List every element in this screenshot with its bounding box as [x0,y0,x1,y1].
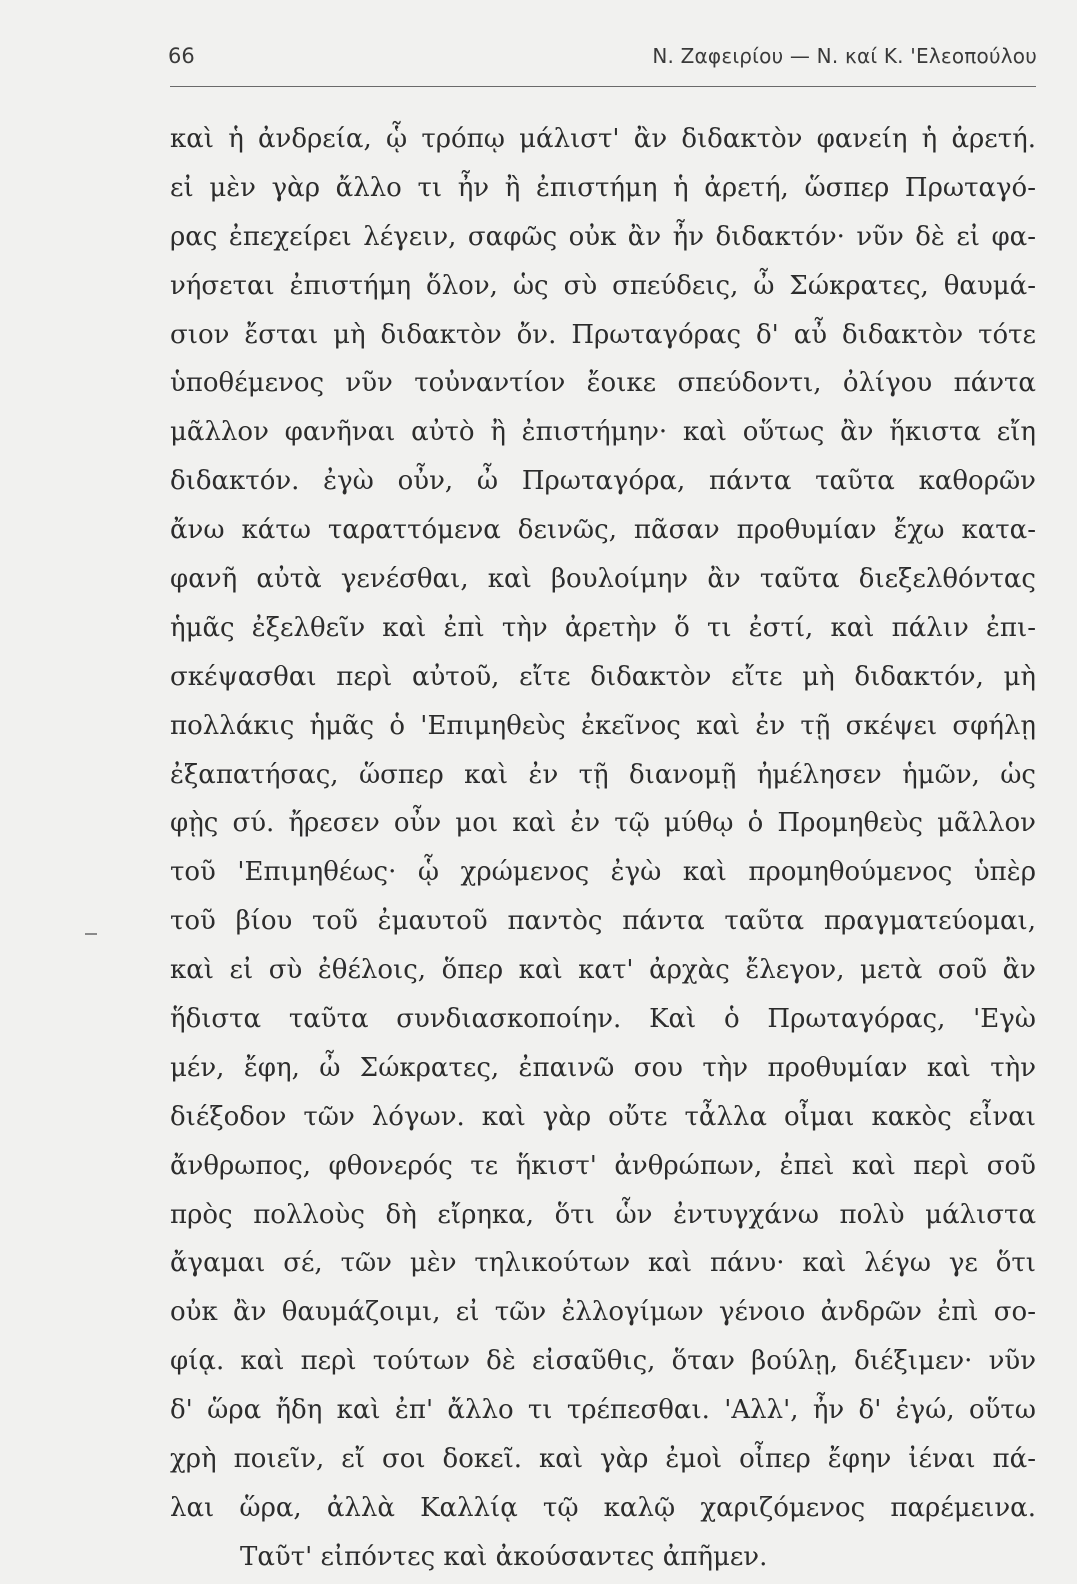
text-line: οὐκ ἂν θαυμάζοιμι, εἰ τῶν ἐλλογίμων γένοιο ἀνδρῶν ἐπὶ σο- [170,1297,1036,1328]
text-line: φῂς σύ. ἤρεσεν οὖν μοι καὶ ἐν τῷ μύθῳ ὁ Προμηθεὺς μᾶλλον [170,808,1036,839]
text-line: μᾶλλον φανῆναι αὐτὸ ἢ ἐπιστήμην· καὶ οὕτως ἂν ἥκιστα εἴη [170,417,1036,448]
text-line: εἰ μὲν γὰρ ἄλλο τι ἦν ἢ ἐπιστήμη ἡ ἀρετή, ὥσπερ Πρωταγό- [170,172,1036,203]
closing-line: Ταῦτ' εἰπόντες καὶ ἀκούσαντες ἀπῆμεν. [240,1541,768,1572]
text-line: καὶ ἡ ἀνδρεία, ᾧ τρόπῳ μάλιστ' ἂν διδακτὸν φανείη ἡ ἀρετή. [170,124,1036,154]
text-line: φανῆ αὐτὰ γενέσθαι, καὶ βουλοίμην ἂν ταῦτα διεξελθόντας [170,564,1036,595]
text-line: τοῦ βίου τοῦ ἐμαυτοῦ παντὸς πάντα ταῦτα πραγματεύομαι, [170,906,1036,937]
text-line: χρὴ ποιεῖν, εἴ σοι δοκεῖ. καὶ γὰρ ἐμοὶ οἶπερ ἔφην ἰέναι πά- [170,1444,1036,1475]
text-line: διέξοδον τῶν λόγων. καὶ γὰρ οὔτε τἆλλα οἶμαι κακὸς εἶναι [170,1101,1036,1132]
text-line: σιον ἔσται μὴ διδακτὸν ὄν. Πρωταγόρας δ' αὖ διδακτὸν τότε [170,319,1036,350]
text-line: πρὸς πολλοὺς δὴ εἴρηκα, ὅτι ὧν ἐντυγχάνω πολὺ μάλιστα [170,1199,1036,1230]
text-line: ἡμᾶς ἐξελθεῖν καὶ ἐπὶ τὴν ἀρετὴν ὅ τι ἐστί, καὶ πάλιν ἐπι- [170,612,1036,643]
margin-mark [85,933,97,935]
text-line: μέν, ἔφη, ὦ Σώκρατες, ἐπαινῶ σου τὴν προθυμίαν καὶ τὴν [170,1052,1036,1083]
text-line: ἥδιστα ταῦτα συνδιασκοποίην. Καὶ ὁ Πρωταγόρας, 'Εγὼ [170,1004,1036,1035]
text-line: λαι ὥρα, ἀλλὰ Καλλίᾳ τῷ καλῷ χαριζόμενος παρέμεινα. [170,1492,1036,1523]
text-line: πολλάκις ἡμᾶς ὁ 'Επιμηθεὺς ἐκεῖνος καὶ ἐν τῇ σκέψει σφήλῃ [170,710,1036,741]
text-line: διδακτόν. ἐγὼ οὖν, ὦ Πρωταγόρα, πάντα ταῦτα καθορῶν [170,466,1036,497]
text-line: δ' ὥρα ἤδη καὶ ἐπ' ἄλλο τι τρέπεσθαι. 'Αλλ', ἦν δ' ἐγώ, οὕτω [170,1395,1036,1426]
text-line: νήσεται ἐπιστήμη ὅλον, ὡς σὺ σπεύδεις, ὦ Σώκρατες, θαυμά- [170,270,1036,301]
text-line: ἄνθρωπος, φθονερός τε ἥκιστ' ἀνθρώπων, ἐπεὶ καὶ περὶ σοῦ [170,1150,1036,1181]
text-line: ἄνω κάτω ταραττόμενα δεινῶς, πᾶσαν προθυμίαν ἔχω κατα- [170,515,1036,546]
text-line: φίᾳ. καὶ περὶ τούτων δὲ εἰσαῦθις, ὅταν βούλῃ, διέξιμεν· νῦν [170,1346,1036,1377]
header-rule [170,86,1036,87]
text-line: ἐξαπατήσας, ὥσπερ καὶ ἐν τῇ διανομῇ ἠμέλησεν ἡμῶν, ὡς [170,759,1036,790]
body-text [170,117,1036,1584]
text-line: ρας ἐπεχείρει λέγειν, σαφῶς οὐκ ἂν ἦν διδακτόν· νῦν δὲ εἰ φα- [170,221,1036,252]
text-line: τοῦ 'Επιμηθέως· ᾧ χρώμενος ἐγὼ καὶ προμηθούμενος ὑπὲρ [170,857,1036,888]
text-line: ἄγαμαι σέ, τῶν μὲν τηλικούτων καὶ πάνυ· καὶ λέγω γε ὅτι [170,1248,1036,1279]
text-line: ὑποθέμενος νῦν τοὐναντίον ἔοικε σπεύδοντι, ὀλίγου πάντα [170,368,1036,399]
running-head: Ν. Ζαφειρίου — Ν. καί Κ. 'Ελεοπούλου [652,44,1037,68]
text-line: καὶ εἰ σὺ ἐθέλοις, ὅπερ καὶ κατ' ἀρχὰς ἔλεγον, μετὰ σοῦ ἂν [170,955,1036,986]
text-line: σκέψασθαι περὶ αὐτοῦ, εἴτε διδακτὸν εἴτε μὴ διδακτόν, μὴ [170,661,1036,692]
page-number: 66 [168,44,195,68]
